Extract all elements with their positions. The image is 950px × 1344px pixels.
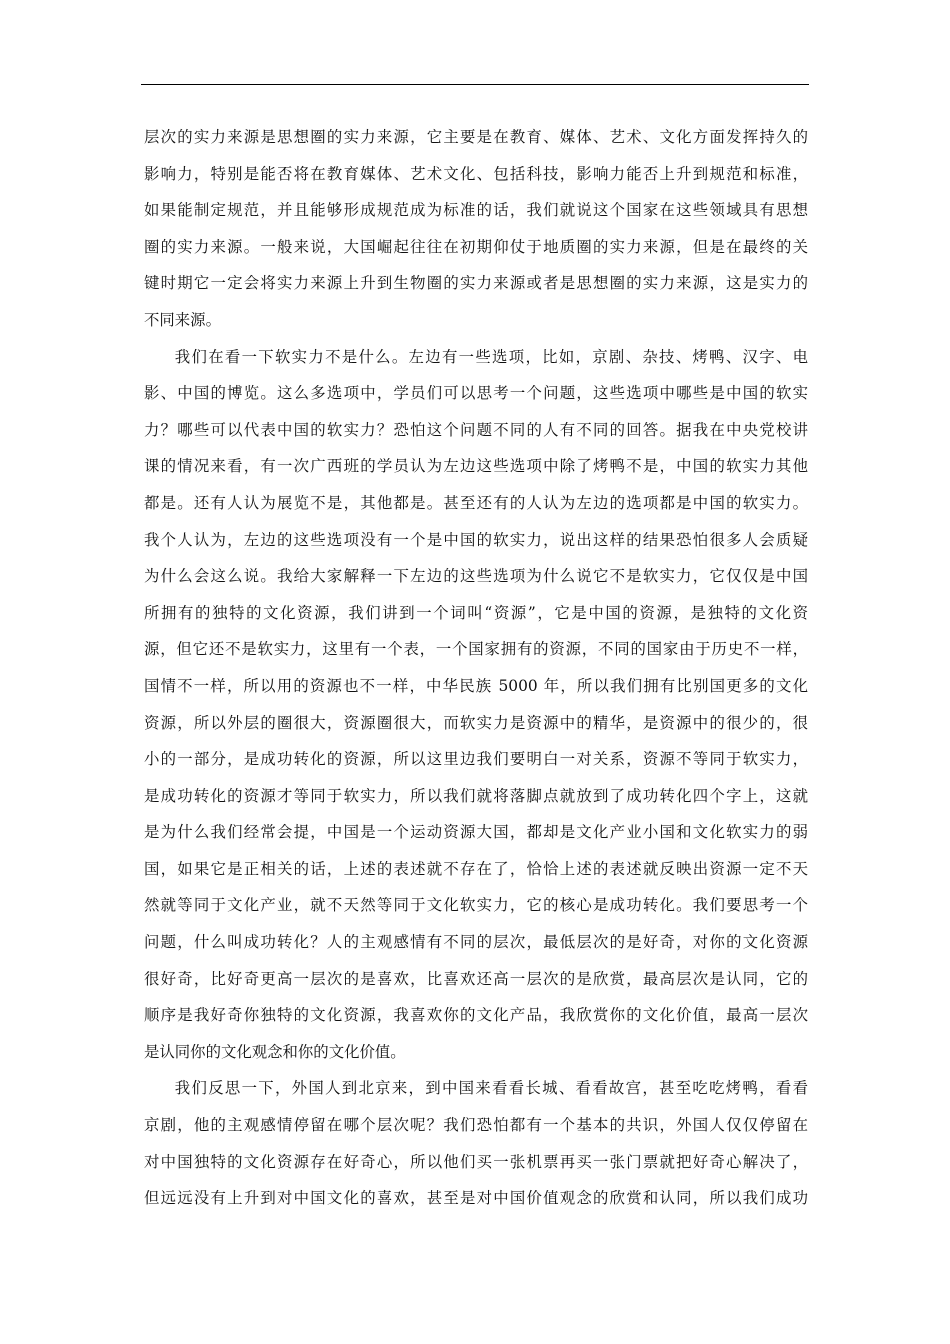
text-line: 对中国独特的文化资源存在好奇心，所以他们买一张机票再买一张门票就把好奇心解决了， [144, 1152, 808, 1171]
text-line: 很好奇，比好奇更高一层次的是喜欢，比喜欢还高一层次的是欣赏，最高层次是认同，它的 [144, 969, 808, 988]
body-text [144, 119, 808, 1217]
text-line: 所拥有的独特的文化资源，我们讲到一个词叫“资源”，它是中国的资源，是独特的文化资 [144, 603, 808, 622]
text-line: 不同来源。 [144, 310, 221, 329]
text-line: 键时期它一定会将实力来源上升到生物圈的实力来源或者是思想圈的实力来源，这是实力的 [144, 274, 808, 293]
text-line: 是认同你的文化观念和你的文化价值。 [144, 1042, 406, 1061]
text-line: 我个人认为，左边的这些选项没有一个是中国的软实力，说出这样的结果恐怕很多人会质疑 [144, 530, 808, 549]
text-line: 是为什么我们经常会提，中国是一个运动资源大国，都却是文化产业小国和文化软实力的弱 [144, 823, 808, 842]
text-line: 如果能制定规范，并且能够形成规范成为标准的话，我们就说这个国家在这些领域具有思想 [144, 201, 808, 220]
text-line: 资源，所以外层的圈很大，资源圈很大，而软实力是资源中的精华，是资源中的很少的，很 [144, 713, 808, 732]
text-line: 影、中国的博览。这么多选项中，学员们可以思考一个问题，这些选项中哪些是中国的软实 [144, 384, 808, 403]
text-line: 国，如果它是正相关的话，上述的表述就不存在了，恰恰上述的表述就反映出资源一定不天 [144, 859, 808, 878]
text-line: 国情不一样，所以用的资源也不一样，中华民族 5000 年，所以我们拥有比别国更多的文化 [144, 676, 808, 695]
text-line: 小的一部分，是成功转化的资源，所以这里边我们要明白一对关系，资源不等同于软实力， [144, 750, 808, 769]
text-line: 力？哪些可以代表中国的软实力？恐怕这个问题不同的人有不同的回答。据我在中央党校讲 [144, 420, 808, 439]
text-line: 是成功转化的资源才等同于软实力，所以我们就将落脚点就放到了成功转化四个字上，这就 [144, 786, 808, 805]
paragraph-1 [144, 119, 808, 339]
text-line: 层次的实力来源是思想圈的实力来源，它主要是在教育、媒体、艺术、文化方面发挥持久的 [144, 128, 808, 146]
text-line: 都是。还有人认为展览不是，其他都是。甚至还有的人认为左边的选项都是中国的软实力。 [144, 493, 808, 512]
text-line: 然就等同于文化产业，就不天然等同于文化软实力，它的核心是成功转化。我们要思考一个 [144, 896, 808, 915]
text-line: 我们在看一下软实力不是什么。左边有一些选项，比如，京剧、杂技、烤鸭、汉字、电 [174, 347, 808, 366]
text-line: 但远远没有上升到对中国文化的喜欢，甚至是对中国价值观念的欣赏和认同，所以我们成功 [144, 1189, 808, 1208]
text-line: 源，但它还不是软实力，这里有一个表，一个国家拥有的资源，不同的国家由于历史不一样， [144, 640, 808, 659]
paragraph-2 [144, 339, 808, 1071]
text-line: 为什么会这么说。我给大家解释一下左边的这些选项为什么说它不是软实力，它仅仅是中国 [144, 567, 808, 586]
text-line: 我们反思一下，外国人到北京来，到中国来看看长城、看看故宫，甚至吃吃烤鸭，看看 [174, 1079, 808, 1098]
text-line: 圈的实力来源。一般来说，大国崛起往往在初期仰仗于地质圈的实力来源，但是在最终的关 [144, 237, 808, 256]
header-rule [141, 84, 809, 85]
text-line: 课的情况来看，有一次广西班的学员认为左边这些选项中除了烤鸭不是，中国的软实力其他 [144, 457, 808, 476]
text-line: 顺序是我好奇你独特的文化资源，我喜欢你的文化产品，我欣赏你的文化价值，最高一层次 [144, 1006, 808, 1025]
paragraph-3 [144, 1070, 808, 1216]
text-line: 京剧，他的主观感情停留在哪个层次呢？我们恐怕都有一个基本的共识，外国人仅仅停留在 [144, 1116, 808, 1135]
text-line: 问题，什么叫成功转化？人的主观感情有不同的层次，最低层次的是好奇，对你的文化资源 [144, 933, 808, 952]
text-line: 影响力，特别是能否将在教育媒体、艺术文化、包括科技，影响力能否上升到规范和标准， [144, 164, 808, 183]
